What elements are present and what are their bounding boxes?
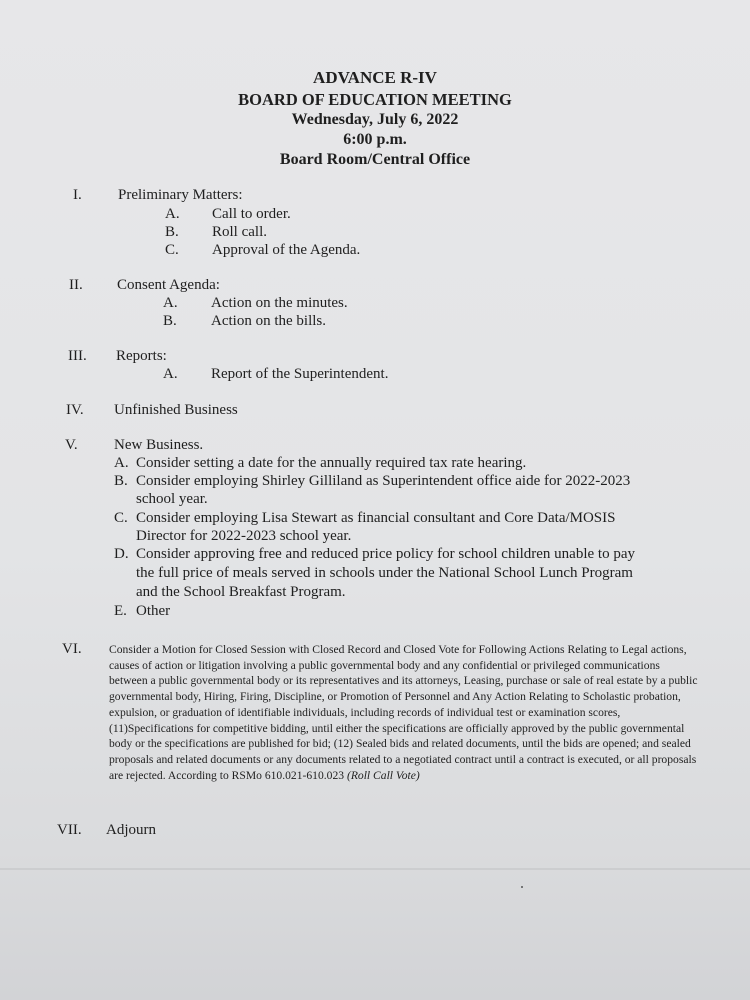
section-7-number: VII. xyxy=(57,822,82,838)
section-2-title: Consent Agenda: xyxy=(117,277,220,293)
section-2-item-a-letter: A. xyxy=(163,295,178,311)
section-5-number: V. xyxy=(65,437,78,453)
roll-call-vote-note: (Roll Call Vote) xyxy=(346,768,420,782)
section-5-item-b-letter: B. xyxy=(114,473,128,489)
section-3-item-a-letter: A. xyxy=(163,366,178,382)
section-2-item-b-text: Action on the bills. xyxy=(211,313,326,329)
section-5-title: New Business. xyxy=(114,437,204,453)
section-7-title: Adjourn xyxy=(106,822,156,838)
section-3-item-a-text: Report of the Superintendent. xyxy=(211,366,389,382)
section-2-item-a-text: Action on the minutes. xyxy=(211,295,348,311)
closed-session-motion xyxy=(109,642,699,783)
section-5-item-d-line-1: Consider approving free and reduced price policy for school children unable to pay xyxy=(136,546,635,562)
section-3-title: Reports: xyxy=(116,348,167,364)
section-1-item-c-letter: C. xyxy=(165,242,179,258)
section-1-item-c-text: Approval of the Agenda. xyxy=(212,242,361,258)
section-2-number: II. xyxy=(69,277,83,293)
section-5-item-a-letter: A. xyxy=(114,455,129,471)
section-6-number: VI. xyxy=(62,641,82,657)
section-4-title: Unfinished Business xyxy=(114,402,238,418)
section-5-item-e-line-1: Other xyxy=(136,603,171,619)
section-1-item-a-text: Call to order. xyxy=(212,206,291,222)
section-5-item-e-letter: E. xyxy=(114,603,127,619)
section-3-number: III. xyxy=(68,348,87,364)
section-5-item-b-line-1: Consider employing Shirley Gilliland as Superintendent office aide for 2022-2023 xyxy=(136,473,631,489)
section-5-item-d-letter: D. xyxy=(114,546,129,562)
section-5-item-c-line-2: Director for 2022-2023 school year. xyxy=(136,528,352,544)
section-5-item-c-letter: C. xyxy=(114,510,128,526)
section-2-item-b-letter: B. xyxy=(163,313,177,329)
section-5-item-d-line-2: the full price of meals served in schools under the National School Lunch Program xyxy=(136,565,633,581)
meeting-location: Board Room/Central Office xyxy=(279,151,471,168)
district-title: ADVANCE R-IV xyxy=(313,68,437,87)
section-5-item-c-line-1: Consider employing Lisa Stewart as financial consultant and Core Data/MOSIS xyxy=(136,510,616,526)
meeting-time: 6:00 p.m. xyxy=(343,131,407,148)
meeting-title: BOARD OF EDUCATION MEETING xyxy=(238,90,512,109)
section-1-number: I. xyxy=(73,187,82,203)
section-5-item-d-line-3: and the School Breakfast Program. xyxy=(136,584,346,600)
closed-session-text: Consider a Motion for Closed Session with Closed Record and Closed Vote for Following Actions Relating to Legal actions, causes of action or litigation involving a public governmental body and any confidential or privileged communications between a public governmental body or its representatives and its attorneys, Leasing, purchase or sale of real estate by a public governmental body, Hiring, Firing, Discipline, or Promotion of Personnel and Any Action Relating to Scholastic probation, expulsion, or graduation of identifiable individuals, including records of individual test or examination scores, (11)Specifications for competitive bidding, until either the specifications are officially approved by the public governmental body or the specifications are published for bid; (12) Sealed bids and related documents, until the bids are opened; and sealed proposals and related documents or any documents related to a negotiated contract until a contract is executed, or all proposals are rejected. According to RSMo 610.021-610.023 xyxy=(109,643,698,782)
section-1-item-b-text: Roll call. xyxy=(212,224,267,240)
section-1-item-b-letter: B. xyxy=(165,224,179,240)
section-1-item-a-letter: A. xyxy=(165,206,180,222)
section-5-item-b-line-2: school year. xyxy=(136,491,208,507)
section-4-number: IV. xyxy=(66,402,84,418)
paper-speck xyxy=(521,886,523,888)
meeting-date: Wednesday, July 6, 2022 xyxy=(291,111,459,128)
section-1-title: Preliminary Matters: xyxy=(118,187,243,203)
section-5-item-a-line-1: Consider setting a date for the annually required tax rate hearing. xyxy=(136,455,527,471)
